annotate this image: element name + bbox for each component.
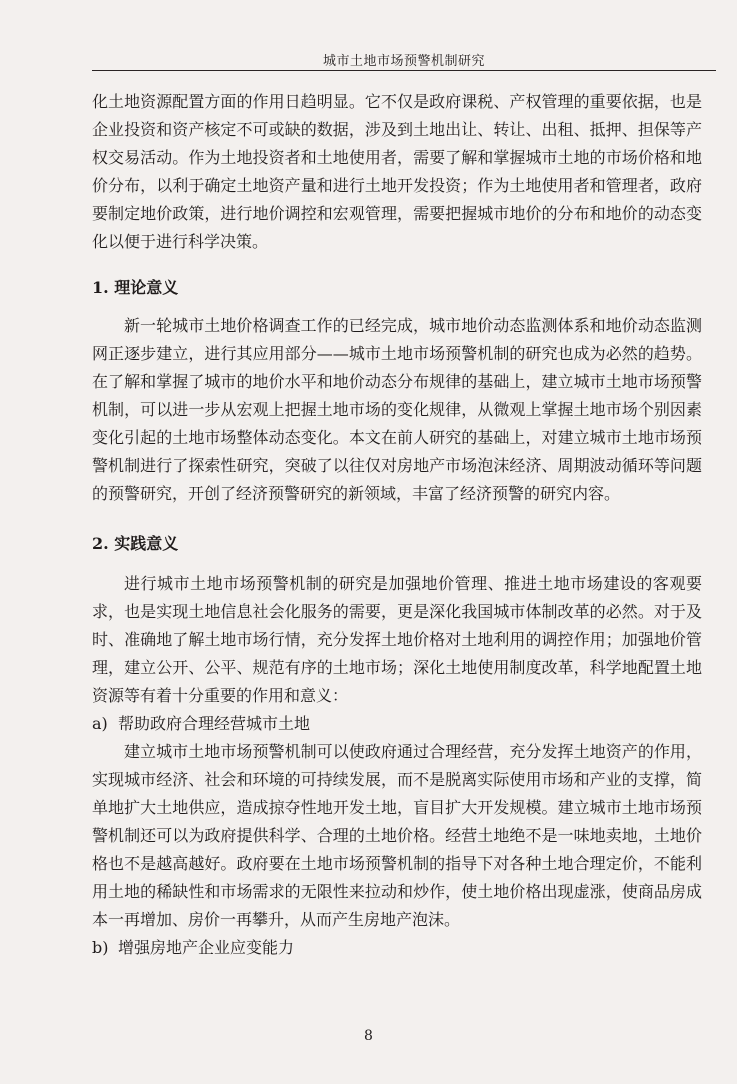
paragraph-item-a: 建立城市土地市场预警机制可以使政府通过合理经营，充分发挥土地资产的作用，实现城市经济、社会和环境的可持续发展，而不是脱离实际使用市场和产业的支撑，简单地扩大土地供应，造成掠夺性地开发土地，盲目扩大开发规模。建立城市土地市场预警机制还可以为政府提供科学、合理的土地价格。经营土地绝不是一味地卖地，土地价格也不是越高越好。政府要在土地市场预警机制的指导下对各种土地合理定价，不能利用土地的稀缺性和市场需求的无限性来拉动和炒作，使土地价格出现虚涨，使商品房成本一再增加、房价一再攀升，从而产生房地产泡沫。: [92, 742, 702, 929]
page-number: 8: [364, 1028, 373, 1044]
list-item-a-title: 帮助政府合理经营城市土地: [118, 714, 311, 733]
list-item-a-label: a): [92, 714, 108, 733]
list-item-a: [92, 710, 702, 738]
list-item-b: [92, 934, 702, 962]
paragraph-theory: 新一轮城市土地价格调查工作的已经完成，城市地价动态监测体系和地价动态监测网正逐步建立，进行其应用部分——城市土地市场预警机制的研究也成为必然的趋势。在了解和掌握了城市的地价水平和地价动态分布规律的基础上，建立城市土地市场预警机制，可以进一步从宏观上把握土地市场的变化规律，从微观上掌握土地市场个别因素变化引起的土地市场整体动态变化。本文在前人研究的基础上，对建立城市土地市场预警机制进行了探索性研究，突破了以往仅对房地产市场泡沫经济、周期波动循环等问题的预警研究，开创了经济预警研究的新领域，丰富了经济预警的研究内容。: [92, 316, 702, 503]
running-header: 城市土地市场预警机制研究: [322, 54, 485, 69]
paragraph-practice: 进行城市土地市场预警机制的研究是加强地价管理、推进土地市场建设的客观要求，也是实现土地信息社会化服务的需要，更是深化我国城市体制改革的必然。对于及时、准确地了解土地市场行情，充分发挥土地价格对土地利用的调控作用；加强地价管理，建立公开、公平、规范有序的土地市场；深化土地使用制度改革，科学地配置土地资源等有着十分重要的作用和意义：: [92, 574, 702, 705]
header-rule: [92, 70, 716, 71]
section-heading-theory: 1. 理论意义: [92, 278, 179, 297]
list-item-b-title: 增强房地产企业应变能力: [118, 938, 295, 957]
body-text: [92, 88, 702, 962]
section-heading-practice: 2. 实践意义: [92, 534, 179, 553]
list-item-b-label: b): [92, 938, 109, 957]
paragraph-intro: 化土地资源配置方面的作用日趋明显。它不仅是政府课税、产权管理的重要依据，也是企业投资和资产核定不可或缺的数据，涉及到土地出让、转让、出租、抵押、担保等产权交易活动。作为土地投资者和土地使用者，需要了解和掌握城市土地的市场价格和地价分布，以利于确定土地资产量和进行土地开发投资；作为土地使用者和管理者，政府要制定地价政策，进行地价调控和宏观管理，需要把握城市地价的分布和地价的动态变化以便于进行科学决策。: [92, 92, 702, 251]
